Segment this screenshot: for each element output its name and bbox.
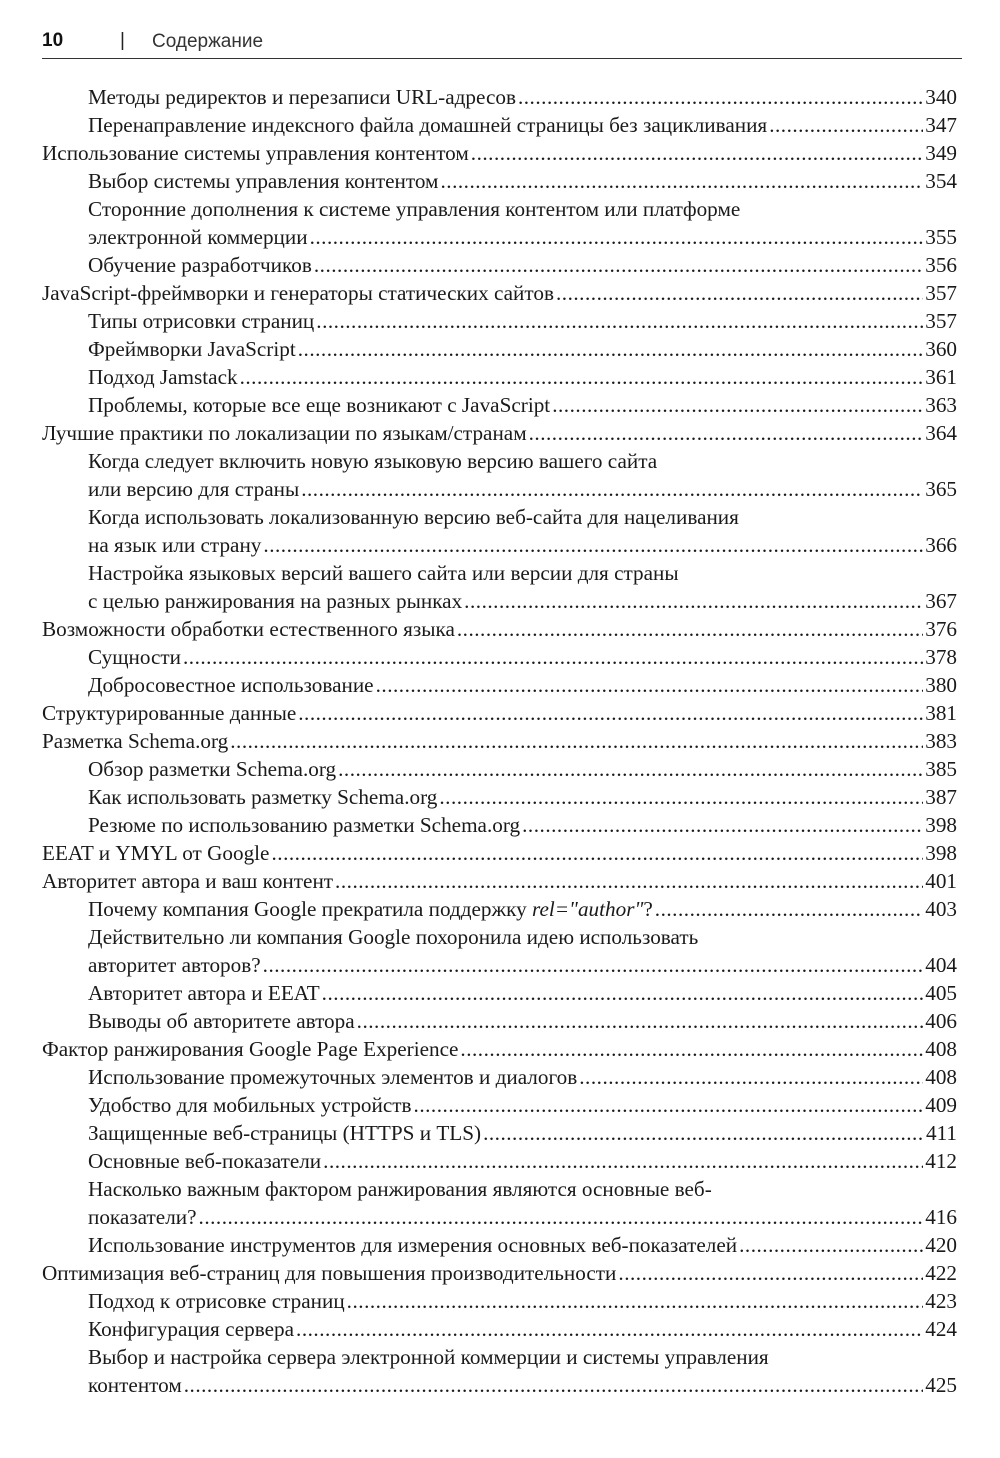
dot-leader xyxy=(184,1371,923,1399)
dot-leader xyxy=(316,307,923,335)
toc-entry-text: Настройка языковых версий вашего сайта или версии для страны xyxy=(88,561,679,585)
dot-leader xyxy=(271,839,923,867)
toc-entry-text: Использование промежуточных элементов и диалогов xyxy=(88,1065,578,1089)
toc-line xyxy=(88,1287,957,1315)
toc-page-number: 340 xyxy=(925,85,957,109)
toc-entry-text: Возможности обработки естественного языка xyxy=(42,617,455,641)
toc-subsection-entry xyxy=(42,643,957,671)
toc-line xyxy=(88,1007,957,1035)
toc-line xyxy=(88,363,957,391)
toc-line xyxy=(88,83,957,111)
toc-section-entry xyxy=(42,699,957,727)
toc-entry-text: Выбор системы управления контентом xyxy=(88,169,439,193)
toc-line xyxy=(42,615,957,643)
toc-page-number: 420 xyxy=(925,1233,957,1257)
toc-line xyxy=(88,195,957,223)
toc-subsection-entry xyxy=(42,783,957,811)
toc-page-number: 356 xyxy=(925,253,957,277)
toc-subsection-entry xyxy=(42,755,957,783)
toc-section-entry xyxy=(42,279,957,307)
toc-page-number: 349 xyxy=(925,141,957,165)
toc-page-number: 378 xyxy=(925,645,957,669)
toc-line xyxy=(88,1343,957,1371)
toc-section-entry xyxy=(42,839,957,867)
toc-entry-text: Как использовать разметку Schema.org xyxy=(88,785,438,809)
toc-line xyxy=(88,1147,957,1175)
toc-subsection-entry xyxy=(42,195,957,251)
toc-page-number: 381 xyxy=(925,701,957,725)
toc-entry-text: Методы редиректов и перезаписи URL-адресов xyxy=(88,85,516,109)
dot-leader xyxy=(471,139,923,167)
toc-subsection-entry xyxy=(42,447,957,503)
toc-entry-text: Разметка Schema.org xyxy=(42,729,229,753)
dot-leader xyxy=(529,419,924,447)
toc-entry-text: Перенаправление индексного файла домашней страницы без зацикливания xyxy=(88,113,768,137)
dot-leader xyxy=(322,979,924,1007)
toc-line xyxy=(88,1063,957,1091)
dot-leader xyxy=(263,951,924,979)
toc-line xyxy=(42,699,957,727)
toc-page-number: 355 xyxy=(925,225,957,249)
toc-line xyxy=(88,111,957,139)
toc-line xyxy=(88,1175,957,1203)
dot-leader xyxy=(323,1147,923,1175)
dot-leader xyxy=(357,1007,924,1035)
toc-subsection-entry xyxy=(42,1119,957,1147)
toc-page-number: 425 xyxy=(925,1373,957,1397)
toc-page-number: 387 xyxy=(925,785,957,809)
page-number: 10 xyxy=(42,30,64,51)
toc-entry-text: Лучшие практики по локализации по языкам/странам xyxy=(42,421,527,445)
toc-section-entry xyxy=(42,867,957,895)
toc-subsection-entry xyxy=(42,335,957,363)
toc-subsection-entry xyxy=(42,895,957,923)
dot-leader xyxy=(199,1203,924,1231)
toc-subsection-entry xyxy=(42,111,957,139)
toc-line xyxy=(88,895,957,923)
toc-page-number: 354 xyxy=(925,169,957,193)
toc-subsection-entry xyxy=(42,923,957,979)
toc-entry-text: электронной коммерции xyxy=(88,225,308,249)
toc-entry-text: Проблемы, которые все еще возникают с JavaScript xyxy=(88,393,551,417)
toc-page-number: 367 xyxy=(925,589,957,613)
running-header xyxy=(42,30,962,59)
dot-leader xyxy=(296,1315,923,1343)
toc-line xyxy=(88,251,957,279)
toc-section-entry xyxy=(42,139,957,167)
dot-leader xyxy=(310,223,924,251)
toc-page-number: 383 xyxy=(925,729,957,753)
toc-page-number: 411 xyxy=(926,1121,957,1145)
toc-line xyxy=(88,559,957,587)
toc-entry-text: Выводы об авторитете автора xyxy=(88,1009,355,1033)
toc-line xyxy=(42,279,957,307)
dot-leader xyxy=(460,1035,923,1063)
toc-entry-text: Использование системы управления контентом xyxy=(42,141,469,165)
toc-entry-text: Когда использовать локализованную версию веб-сайта для нацеливания xyxy=(88,505,739,529)
toc-entry-text: или версию для страны xyxy=(88,477,300,501)
toc-subsection-entry xyxy=(42,1315,957,1343)
toc-line xyxy=(88,643,957,671)
toc-entry-text: Обзор разметки Schema.org xyxy=(88,757,337,781)
toc-entry-text: Когда следует включить новую языковую версию вашего сайта xyxy=(88,449,658,473)
toc-subsection-entry xyxy=(42,83,957,111)
toc-line xyxy=(88,811,957,839)
toc-subsection-entry xyxy=(42,391,957,419)
toc-line xyxy=(88,671,957,699)
dot-leader xyxy=(457,615,923,643)
toc-page-number: 385 xyxy=(925,757,957,781)
toc-entry-text: Авторитет автора и EEAT xyxy=(88,981,320,1005)
toc-entry-text: контентом xyxy=(88,1373,182,1397)
toc-page-number: 398 xyxy=(925,813,957,837)
toc-entry-text: Авторитет автора и ваш контент xyxy=(42,869,334,893)
toc-page-number: 376 xyxy=(925,617,957,641)
dot-leader xyxy=(230,727,923,755)
toc-section-entry xyxy=(42,727,957,755)
toc-section-entry xyxy=(42,1259,957,1287)
toc-subsection-entry xyxy=(42,167,957,195)
header-title: Содержание xyxy=(152,31,264,52)
toc-subsection-entry xyxy=(42,503,957,559)
toc-page-number: 398 xyxy=(925,841,957,865)
header-separator: | xyxy=(120,30,125,51)
dot-leader xyxy=(440,167,923,195)
dot-leader xyxy=(338,755,923,783)
toc-section-entry xyxy=(42,419,957,447)
toc-line xyxy=(88,1091,957,1119)
toc-page-number: 412 xyxy=(925,1149,957,1173)
toc-section-entry xyxy=(42,1035,957,1063)
dot-leader xyxy=(298,699,923,727)
toc-entry-text: на язык или страну xyxy=(88,533,262,557)
toc-page-number: 366 xyxy=(925,533,957,557)
toc-page-number: 363 xyxy=(925,393,957,417)
toc-entry-text: Фреймворки JavaScript xyxy=(88,337,296,361)
dot-leader xyxy=(518,83,923,111)
dot-leader xyxy=(335,867,923,895)
toc-entry-text: Действительно ли компания Google похоронила идею использовать xyxy=(88,925,699,949)
toc-subsection-entry xyxy=(42,1287,957,1315)
toc-subsection-entry xyxy=(42,307,957,335)
dot-leader xyxy=(314,251,923,279)
dot-leader xyxy=(556,279,923,307)
toc-entry-text: Обучение разработчиков xyxy=(88,253,312,277)
toc-subsection-entry xyxy=(42,363,957,391)
toc-page-number: 364 xyxy=(925,421,957,445)
toc-entry-text: Сторонние дополнения к системе управления контентом или платформе xyxy=(88,197,741,221)
toc-page-number: 405 xyxy=(925,981,957,1005)
toc-page-number: 408 xyxy=(925,1065,957,1089)
toc-entry-text: Подход Jamstack xyxy=(88,365,238,389)
toc-entry-text: Добросовестное использование xyxy=(88,673,374,697)
toc-subsection-entry xyxy=(42,1007,957,1035)
toc-subsection-entry xyxy=(42,1231,957,1259)
toc-line xyxy=(88,1203,957,1231)
toc-page-number: 408 xyxy=(925,1037,957,1061)
toc-entry-text: EEAT и YMYL от Google xyxy=(42,841,270,865)
toc-line xyxy=(42,727,957,755)
toc-page-number: 424 xyxy=(925,1317,957,1341)
toc-entry-text: показатели? xyxy=(88,1205,197,1229)
toc-line xyxy=(88,587,957,615)
toc-page-number: 401 xyxy=(925,869,957,893)
toc-entry-text: Оптимизация веб-страниц для повышения производительности xyxy=(42,1261,617,1285)
toc-line xyxy=(88,335,957,363)
toc-line xyxy=(88,447,957,475)
dot-leader xyxy=(301,475,923,503)
dot-leader xyxy=(579,1063,923,1091)
toc-page-number: 409 xyxy=(925,1093,957,1117)
toc-subsection-entry xyxy=(42,1147,957,1175)
toc-line xyxy=(88,1231,957,1259)
dot-leader xyxy=(522,811,923,839)
dot-leader xyxy=(240,363,924,391)
dot-leader xyxy=(347,1287,924,1315)
toc-subsection-entry xyxy=(42,1175,957,1231)
toc-section-entry xyxy=(42,615,957,643)
toc-line xyxy=(88,1315,957,1343)
toc-entry-text: Резюме по использованию разметки Schema.org xyxy=(88,813,521,837)
toc-line xyxy=(88,783,957,811)
toc-line xyxy=(42,139,957,167)
toc-subsection-entry xyxy=(42,1091,957,1119)
toc-subsection-entry xyxy=(42,1063,957,1091)
dot-leader xyxy=(655,895,923,923)
toc-line xyxy=(88,307,957,335)
dot-leader xyxy=(376,671,924,699)
dot-leader xyxy=(414,1091,924,1119)
dot-leader xyxy=(183,643,923,671)
toc-line xyxy=(42,839,957,867)
toc-entry-text: с целью ранжирования на разных рынках xyxy=(88,589,463,613)
toc-page-number: 406 xyxy=(925,1009,957,1033)
toc-entry-text: Типы отрисовки страниц xyxy=(88,309,315,333)
toc-page-number: 365 xyxy=(925,477,957,501)
toc-page-number: 404 xyxy=(925,953,957,977)
toc-subsection-entry xyxy=(42,979,957,1007)
toc-page-number: 357 xyxy=(925,309,957,333)
toc-entry-text: Насколько важным фактором ранжирования являются основные веб- xyxy=(88,1177,712,1201)
dot-leader xyxy=(618,1259,923,1287)
toc-entry-text: Защищенные веб-страницы (HTTPS и TLS) xyxy=(88,1121,482,1145)
toc-entry-text: Конфигурация сервера xyxy=(88,1317,295,1341)
toc-page-number: 360 xyxy=(925,337,957,361)
toc-entry-text: Использование инструментов для измерения основных веб-показателей xyxy=(88,1233,738,1257)
toc-subsection-entry xyxy=(42,251,957,279)
table-of-contents xyxy=(42,83,957,1399)
dot-leader xyxy=(739,1231,923,1259)
dot-leader xyxy=(769,111,923,139)
dot-leader xyxy=(263,531,923,559)
toc-entry-text: Сущности xyxy=(88,645,181,669)
toc-line xyxy=(88,979,957,1007)
toc-subsection-entry xyxy=(42,559,957,615)
toc-line xyxy=(42,419,957,447)
dot-leader xyxy=(464,587,923,615)
toc-entry-text: Структурированные данные xyxy=(42,701,297,725)
toc-line xyxy=(88,475,957,503)
toc-line xyxy=(88,391,957,419)
toc-entry-text: Выбор и настройка сервера электронной коммерции и системы управления xyxy=(88,1345,769,1369)
toc-line xyxy=(88,167,957,195)
toc-subsection-entry xyxy=(42,1343,957,1399)
toc-line xyxy=(88,951,957,979)
toc-line xyxy=(42,867,957,895)
toc-line xyxy=(88,923,957,951)
toc-line xyxy=(88,1371,957,1399)
toc-page-number: 380 xyxy=(925,673,957,697)
toc-entry-text: Подход к отрисовке страниц xyxy=(88,1289,345,1313)
toc-line xyxy=(88,531,957,559)
toc-page-number: 422 xyxy=(925,1261,957,1285)
toc-page-number: 361 xyxy=(925,365,957,389)
toc-page-number: 403 xyxy=(925,897,957,921)
toc-entry-text: Удобство для мобильных устройств xyxy=(88,1093,412,1117)
toc-line xyxy=(88,1119,957,1147)
toc-entry-text: авторитет авторов? xyxy=(88,953,261,977)
dot-leader xyxy=(552,391,923,419)
toc-page-number: 416 xyxy=(925,1205,957,1229)
toc-entry-text: Фактор ранжирования Google Page Experience xyxy=(42,1037,459,1061)
toc-entry-text: Почему компания Google прекратила поддержку rel="author"? xyxy=(88,897,653,921)
dot-leader xyxy=(298,335,924,363)
toc-page-number: 423 xyxy=(925,1289,957,1313)
toc-line xyxy=(42,1259,957,1287)
toc-page-number: 347 xyxy=(925,113,957,137)
toc-subsection-entry xyxy=(42,811,957,839)
toc-line xyxy=(88,755,957,783)
dot-leader xyxy=(439,783,923,811)
toc-entry-text: JavaScript-фреймворки и генераторы статических сайтов xyxy=(42,281,554,305)
toc-subsection-entry xyxy=(42,671,957,699)
toc-line xyxy=(42,1035,957,1063)
toc-page-number: 357 xyxy=(925,281,957,305)
toc-entry-text: Основные веб-показатели xyxy=(88,1149,322,1173)
toc-line xyxy=(88,223,957,251)
dot-leader xyxy=(483,1119,924,1147)
toc-line xyxy=(88,503,957,531)
